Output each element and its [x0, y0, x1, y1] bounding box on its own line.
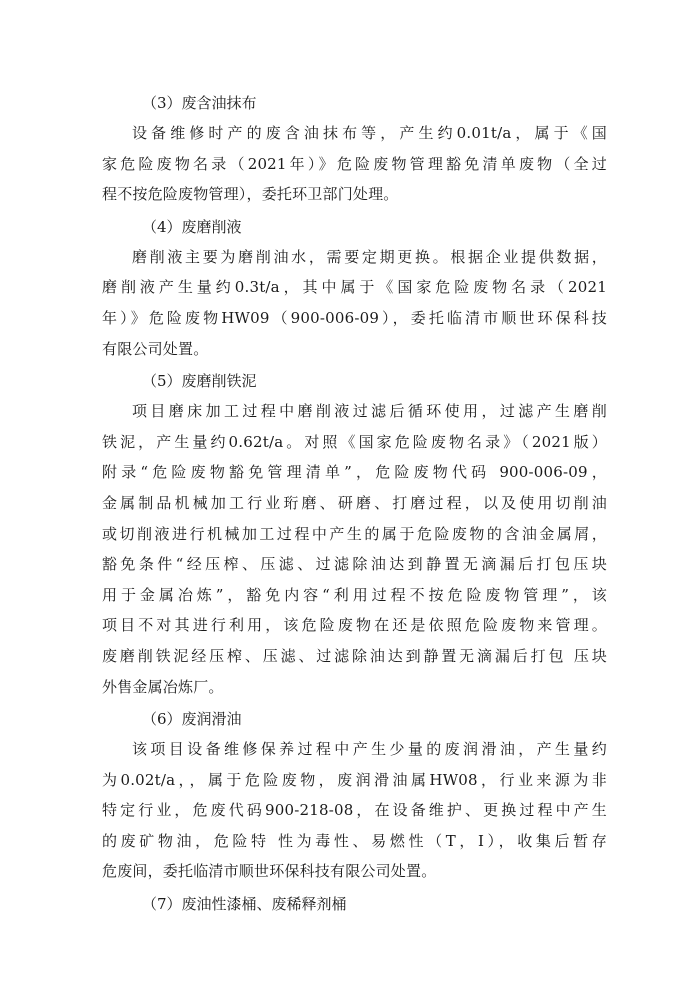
paragraph-line: 铁泥，产生量约0.62t/a。对照《国家危险废物名录》（2021版）: [102, 432, 607, 451]
paragraph-line: 用于金属冶炼”，豁免内容“利用过程不按危险废物管理”，该: [102, 585, 607, 604]
section-heading-3: （3）废含油抹布: [142, 94, 257, 112]
document-body: [102, 88, 607, 919]
section-body-5: [102, 396, 607, 702]
paragraph-line: 附录“危险废物豁免管理清单”，危险废物代码 900-006-09，: [102, 463, 607, 482]
paragraph-line: 危废间，委托临清市顺世环保科技有限公司处置。: [102, 862, 437, 881]
section-heading-5: （5）废磨削铁泥: [142, 372, 257, 391]
paragraph-line: 年）》危险废物HW09（900-006-09），委托临清市顺世环保科技: [102, 308, 607, 327]
section-body-3: [102, 118, 607, 210]
paragraph-line: 有限公司处置。: [102, 339, 209, 358]
section-heading-4: （4）废磨削液: [142, 217, 242, 236]
paragraph-line: 金属制品机械加工行业珩磨、研磨、打磨过程，以及使用切削油: [102, 493, 607, 512]
paragraph-line: 或切削液进行机械加工过程中产生的属于危险废物的含油金属屑，: [102, 524, 607, 543]
paragraph-line: 外售金属冶炼厂。: [102, 677, 224, 696]
paragraph-line: 磨削液主要为磨削油水，需要定期更换。根据企业提供数据，: [132, 247, 607, 266]
section-heading-7: （7）废油性漆桶、废稀释剂桶: [142, 895, 347, 914]
paragraph-line: 废磨削铁泥经压榨、压滤、过滤除油达到静置无滴漏后打包 压块: [102, 646, 607, 665]
paragraph-line: 为0.02t/a，，属于危险废物，废润滑油属HW08，行业来源为非: [102, 770, 607, 789]
paragraph-line: 特定行业，危废代码900-218-08，在设备维护、更换过程中产生: [102, 801, 607, 820]
section-heading-6: （6）废润滑油: [142, 710, 242, 729]
paragraph-line: 设备维修时产的废含油抹布等，产生约0.01t/a，属于《国: [132, 124, 607, 142]
paragraph-line: 家危险废物名录（2021年）》危险废物管理豁免清单废物（全过: [102, 154, 607, 173]
paragraph-line: 项目磨床加工过程中磨削液过滤后循环使用，过滤产生磨削: [132, 402, 607, 421]
paragraph-line: 豁免条件“经压榨、压滤、过滤除油达到静置无滴漏后打包压块: [102, 555, 607, 574]
section-body-4: [102, 242, 607, 364]
paragraph-line: 该项目设备维修保养过程中产生少量的废润滑油，产生量约: [132, 740, 607, 759]
section-body-6: [102, 734, 607, 887]
paragraph-line: 的废矿物油，危险特 性为毒性、易燃性（T，I），收集后暂存: [102, 831, 607, 850]
paragraph-line: 程不按危险废物管理），委托环卫部门处理。: [102, 185, 399, 204]
paragraph-line: 磨削液产生量约0.3t/a，其中属于《国家危险废物名录（2021: [102, 278, 607, 297]
paragraph-line: 项目不对其进行利用，该危险废物在还是依照危险废物来管理。: [102, 616, 607, 635]
